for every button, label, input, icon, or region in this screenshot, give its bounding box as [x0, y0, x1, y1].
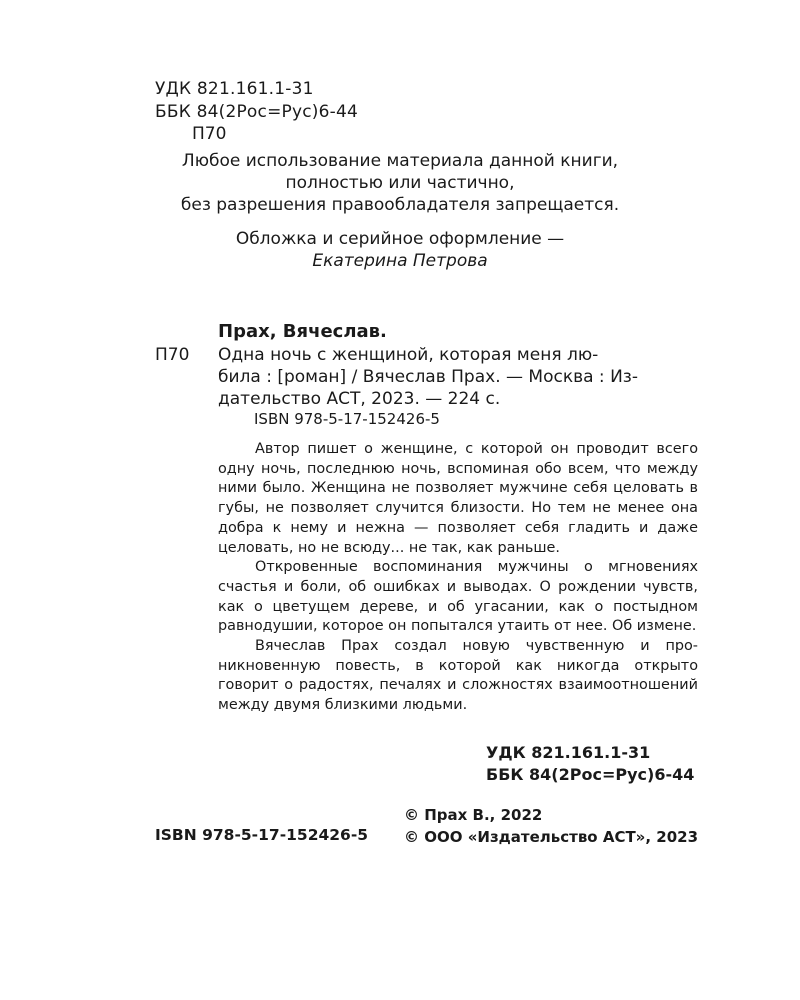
bib-line-2: била : [роман] / Вячеслав Прах. — Москва : Из-: [218, 367, 638, 387]
bbk-code: ББК 84(2Рос=Рус)6-44: [155, 102, 358, 122]
udk-code: УДК 821.161.1-31: [155, 79, 314, 99]
cover-credit-name: Екатерина Петрова: [312, 251, 488, 271]
book-author: Прах, Вячеслав.: [218, 321, 387, 342]
annotation-paragraph: Автор пишет о женщине, с которой он проводит всего одну ночь, последнюю ночь, вспоминая обо всем, что между ними было. Женщина не позволяет мужчине себя целовать в губы, не позволяет случится близости. Но тем не менее она добра к нему и нежна — позволяет себя гладить и даже целовать, но не всюду... не так, как раньше.: [218, 441, 698, 556]
bib-line-1: Одна ночь с женщиной, которая меня лю-: [218, 345, 599, 365]
cover-credit-label: Обложка и серийное оформление —: [235, 229, 565, 249]
footer-bbk: ББК 84(2Рос=Рус)6-44: [486, 765, 695, 784]
bib-author-sign: П70: [155, 345, 190, 365]
annotation: [218, 440, 698, 716]
notice-line-1: Любое использование материала данной книги,: [181, 151, 619, 171]
copyright-author: © Прах В., 2022: [404, 806, 543, 824]
notice-line-2: полностью или частично,: [285, 173, 515, 193]
annotation-paragraph: Вячеслав Прах создал новую чувственную и проникновенную повесть, в которой как никогда открыто говорит о радостях, печалях и сложностях взаимоотношений между двумя близкими людьми.: [218, 638, 698, 714]
bib-isbn: ISBN 978-5-17-152426-5: [254, 410, 440, 428]
footer-isbn: ISBN 978-5-17-152426-5: [155, 826, 369, 844]
notice-line-3: без разрешения правообладателя запрещается.: [180, 195, 620, 215]
copyright-publisher: © ООО «Издательство АСТ», 2023: [404, 828, 699, 846]
annotation-paragraph: Откровенные воспоминания мужчины о мгновениях счастья и боли, об ошибках и выводах. О рождении чувств, как о цветущем дереве, и об угасании, как о постыдном равнодушии, которое он попытался утаить от нее. Об измене.: [218, 559, 698, 635]
author-sign: П70: [192, 124, 227, 144]
bib-line-3: дательство АСТ, 2023. — 224 с.: [218, 389, 501, 409]
footer-udk: УДК 821.161.1-31: [486, 743, 651, 762]
